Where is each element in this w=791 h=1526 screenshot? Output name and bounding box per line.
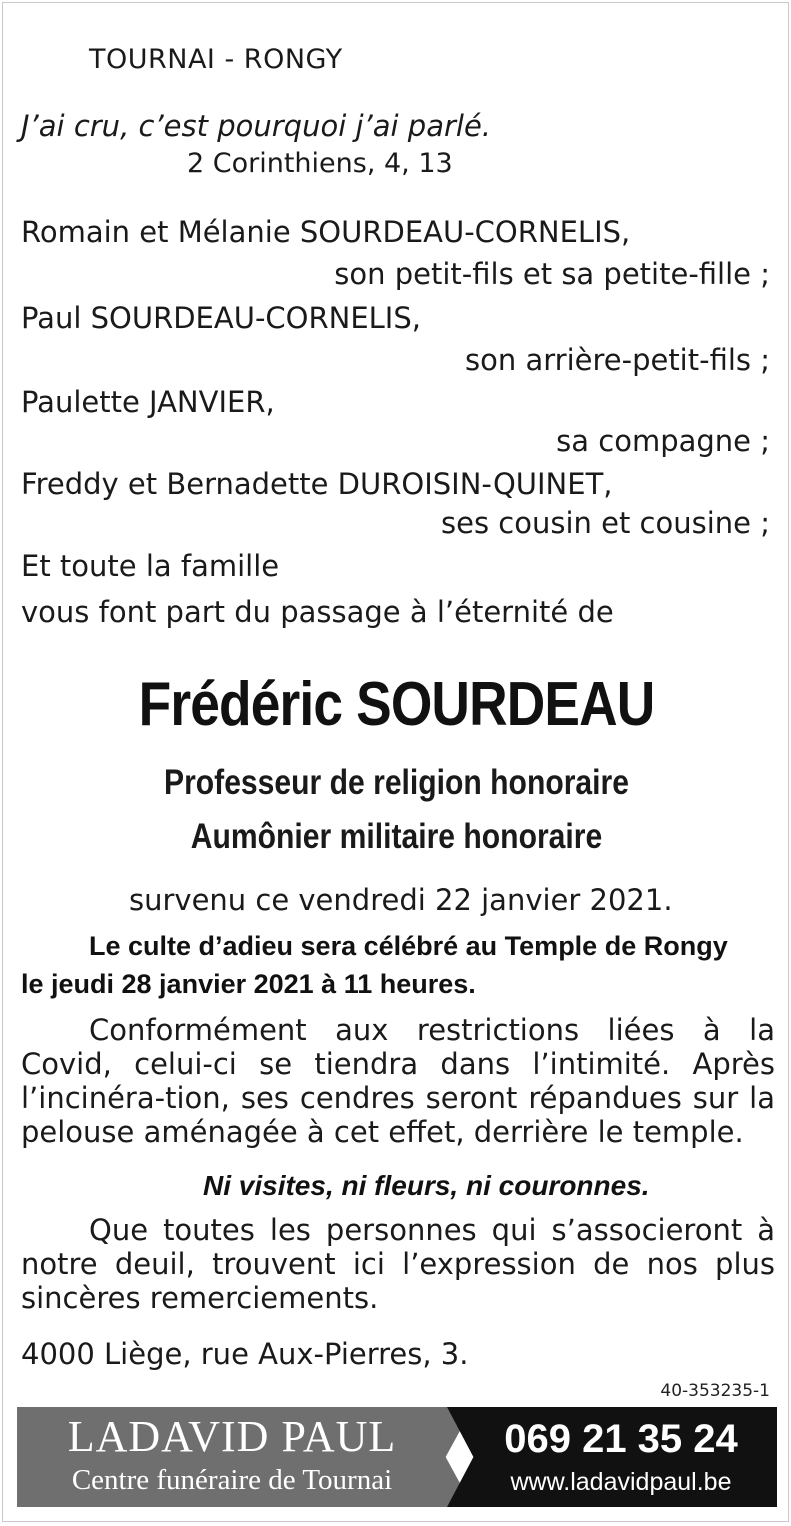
- death-date: survenu ce vendredi 22 janvier 2021.: [129, 883, 673, 917]
- ceremony-line-1: Le culte d’adieu sera célébré au Temple de Rongy: [89, 931, 728, 961]
- no-visits-notice: Ni visites, ni fleurs, ni couronnes.: [203, 1170, 650, 1201]
- funeral-home-banner: [17, 1407, 777, 1507]
- ceremony-line-2: le jeudi 28 janvier 2021 à 11 heures.: [21, 969, 476, 999]
- family-names-2: Paul SOURDEAU-CORNELIS,: [21, 301, 421, 335]
- funeral-home-website: www.ladavidpaul.be: [510, 1468, 732, 1496]
- family-relation-3: sa compagne ;: [556, 424, 770, 458]
- family-relation-1: son petit-fils et sa petite-fille ;: [334, 257, 770, 291]
- ad-reference-code: 40-353235-1: [660, 1381, 770, 1401]
- deceased-title-1: Professeur de religion honoraire: [163, 763, 629, 802]
- location-header: TOURNAI - RONGY: [89, 44, 343, 75]
- funeral-home-phone: 069 21 35 24: [504, 1417, 738, 1461]
- family-relation-2: son arrière-petit-fils ;: [465, 343, 770, 377]
- family-relation-4: ses cousin et cousine ;: [441, 506, 770, 540]
- obituary-notice: [2, 2, 789, 1522]
- bible-verse: J’ai cru, c’est pourquoi j’ai parlé.: [21, 109, 492, 143]
- announcement-intro: vous font part du passage à l’éternité de: [21, 595, 614, 629]
- covid-paragraph: Conformément aux restrictions liées à la Covid, celui-ci se tiendra dans l’intimité. Après l’incinéra-tion, ses cendres seront répandues sur la pelouse aménagée à cet effet, derrière le temple.: [21, 1013, 775, 1149]
- verse-reference: 2 Corinthiens, 4, 13: [187, 148, 453, 179]
- deceased-title-2: Aumônier militaire honoraire: [190, 817, 603, 856]
- family-names-4: Freddy et Bernadette DUROISIN-QUINET,: [21, 467, 613, 501]
- funeral-home-name: LADAVID PAUL: [67, 1412, 397, 1461]
- closing-family: Et toute la famille: [21, 549, 280, 583]
- family-names-3: Paulette JANVIER,: [21, 385, 275, 419]
- thanks-paragraph: Que toutes les personnes qui s’associeront à notre deuil, trouvent ici l’expression de nos plus sincères remerciements.: [21, 1213, 775, 1315]
- address: 4000 Liège, rue Aux-Pierres, 3.: [21, 1337, 469, 1371]
- funeral-home-subtitle: Centre funéraire de Tournai: [71, 1464, 393, 1496]
- family-names-1: Romain et Mélanie SOURDEAU-CORNELIS,: [21, 215, 631, 249]
- deceased-name: Frédéric SOURDEAU: [138, 670, 655, 739]
